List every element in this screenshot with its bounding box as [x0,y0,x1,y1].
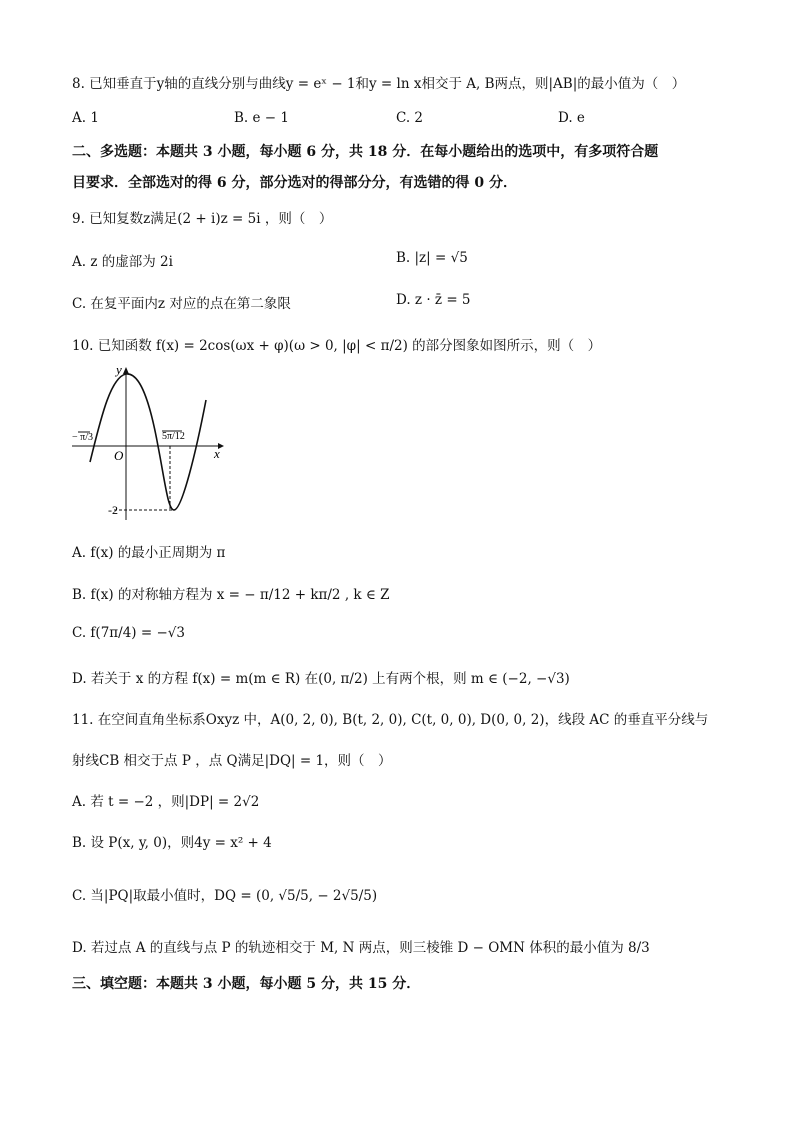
x-axis-label: x [214,446,220,461]
q10-function-graph [70,362,230,522]
q11-stem-line-2: 射线CB 相交于点 P ，点 Q满足|DQ| = 1，则（ ） [72,753,392,769]
q8-option-b: B. e − 1 [234,110,289,126]
q9-option-d: D. z · z̄ = 5 [396,292,471,308]
q10-option-a: A. f(x) 的最小正周期为 π [72,545,226,561]
q11-option-a: A. 若 t = −2 ，则|DP| = 2√2 [72,794,260,810]
q8-option-a: A. 1 [72,110,99,126]
q8-stem: 8. 已知垂直于y轴的直线分别与曲线y = eˣ − 1和y = ln x相交于 A, B两点，则|AB|的最小值为（ ） [72,76,686,92]
q10-option-b: B. f(x) 的对称轴方程为 x = − π/12 + kπ/2 , k ∈ Z [72,587,390,603]
q10-stem: 10. 已知函数 f(x) = 2cos(ωx + φ)(ω > 0, |φ| < π/2) 的部分图象如图所示，则（ ） [72,338,602,354]
section-3-heading: 三、填空题：本题共 3 小题，每小题 5 分，共 15 分． [72,976,421,992]
q8-option-c: C. 2 [396,110,424,126]
section-2-line-1: 二、多选题：本题共 3 小题，每小题 6 分，共 18 分．在每小题给出的选项中，有多项符合题 [72,144,659,160]
q9-option-a: A. z 的虚部为 2i [72,254,173,270]
q11-option-b: B. 设 P(x, y, 0)，则4y = x² + 4 [72,835,272,851]
q9-stem: 9. 已知复数z满足(2 + i)z = 5i ，则（ ） [72,211,333,227]
right-tick-label: 5π/12 [162,431,185,442]
q11-stem-line-1: 11. 在空间直角坐标系Oxyz 中，A(0, 2, 0), B(t, 2, 0), C(t, 0, 0), D(0, 0, 2)，线段 AC 的垂直平分线与 [72,712,709,728]
min-value-label: -2 [108,503,118,517]
q8-option-d: D. e [558,110,585,126]
origin-label: O [114,448,124,463]
q11-option-d: D. 若过点 A 的直线与点 P 的轨迹相交于 M, N 两点，则三棱锥 D − OMN 体积的最小值为 8/3 [72,940,650,956]
cosine-curve [90,374,206,510]
q11-option-c: C. 当|PQ|取最小值时，DQ = (0, √5/5, − 2√5/5) [72,888,378,904]
q10-option-c: C. f(7π/4) = −√3 [72,625,185,641]
section-2-line-2: 目要求．全部选对的得 6 分，部分选对的得部分分，有选错的得 0 分． [72,175,517,191]
q9-option-c: C. 在复平面内z 对应的点在第二象限 [72,296,291,312]
y-axis-label: y [116,362,122,377]
left-tick-label: − π/3 [72,432,93,443]
q10-option-d: D. 若关于 x 的方程 f(x) = m(m ∈ R) 在(0, π/2) 上有两个根，则 m ∈ (−2, −√3) [72,671,570,687]
y-axis-arrow-icon [123,367,129,374]
q9-option-b: B. |z| = √5 [396,250,468,266]
